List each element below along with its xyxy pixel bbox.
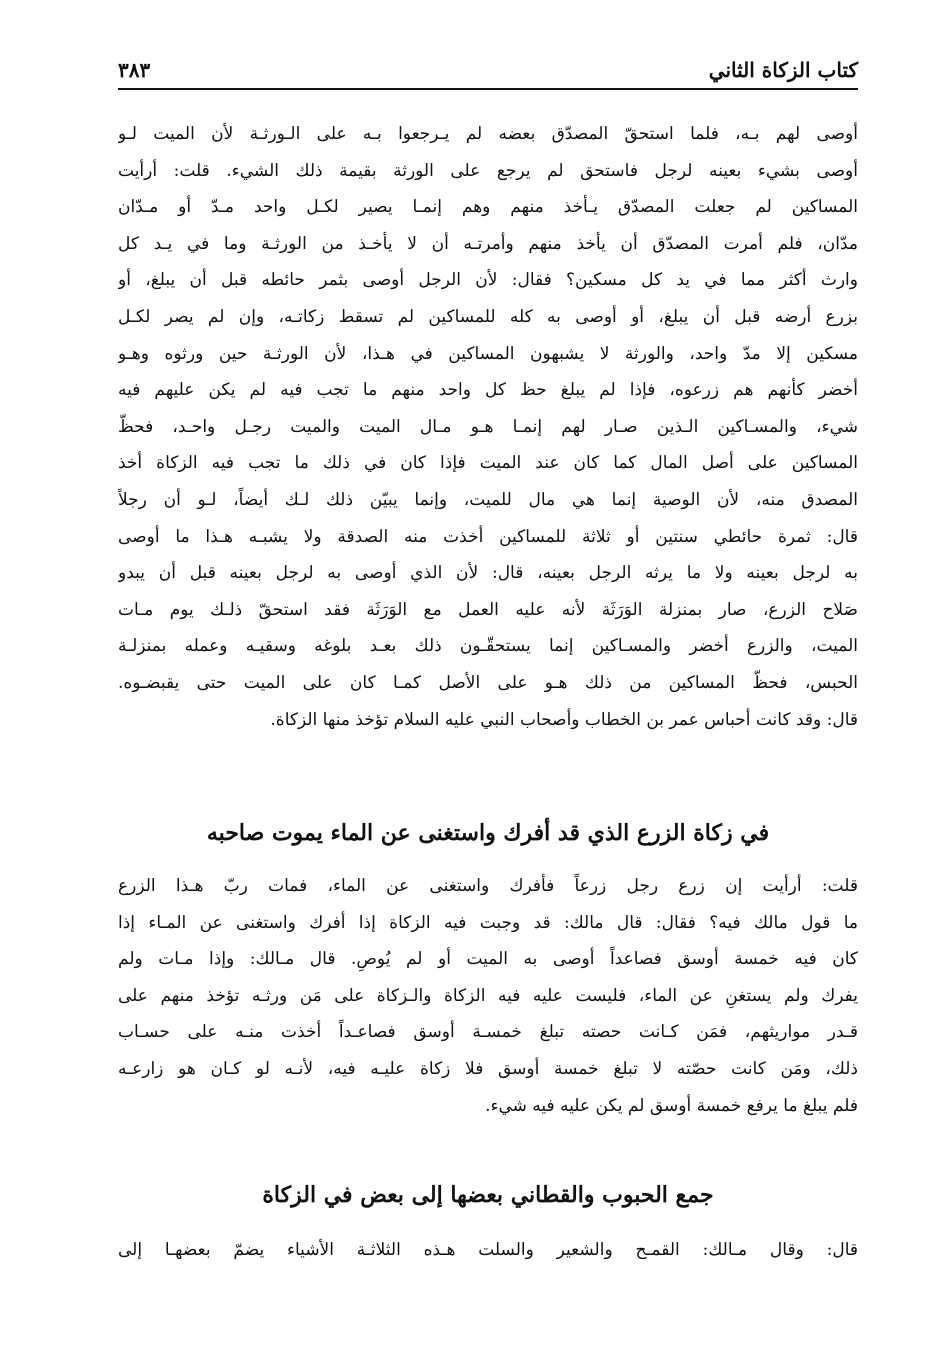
running-title: كتاب الزكاة الثاني — [708, 58, 858, 82]
text-line: المساكين لم جعلت المصدّق يـأخذ منهم وهم إنمـا يصير لكـل واحد مـدّ أو مـدّان — [118, 197, 858, 218]
text-line: وارث أكثر مما في يد كل مسكين؟ فقال: لأن الرجل أوصى بثمر حائطه قبل أن يبلغ، أو — [118, 270, 858, 291]
text-line: قلت: أرأيت إن زرع رجل زرعاً فأفرك واستغنى عن الماء، فمات ربّ هـذا الزرع — [118, 876, 858, 896]
text-line: المصدق منه، لأن الوصية إنما هي مال للميت، وإنما يبيّن ذلك لـك أيضاً، لـو أن رجلاً — [118, 489, 858, 510]
text-line: قال: ثمرة حائطي سنتين أو ثلاثة للمساكين أخذت منه الصدقة ولا يشبـه هـذا ما أوصى — [118, 526, 858, 547]
text-line: كان فيه خمسة أوسق فصاعداً أوصى به الميت أو لم يُوصِ. قال مـالك: وإذا مـات ولم — [118, 949, 858, 970]
text-line: مسكين إلا مدّ واحد، والورثة لا يشبهون المساكين في هـذا، لأن الورثـة حين ورثوه وهـو — [118, 343, 858, 364]
text-line: به لرجل بعينه ولا ما يرثه الرجل بعينه، قال: لأن الذي أوصى به لرجل بعينه قبل أن يبدو — [118, 563, 858, 584]
header-rule — [118, 88, 858, 90]
text-line: بزرع أرضه قبل أن يبلغ، أو أوصى به كله للمساكين لم تسقط زكاتـه، وإن لم يصر لكـل — [118, 306, 858, 327]
paragraph-crop-zakat — [118, 868, 858, 1124]
text-line: شيء، والمسـاكين الـذين صـار لهم إنمـا هـو مـال الميت والميت رجـل واحـد، فحظّ — [118, 416, 858, 437]
text-line: المساكين على أصل المال كما كان عند الميت فإذا كان في ذلك ما تجب فيه الزكاة أخذ — [118, 453, 858, 474]
section-heading-crop-zakat: في زكاة الزرع الذي قد أفرك واستغنى عن الماء يموت صاحبه — [206, 820, 770, 846]
text-line: الميت، والزرع أخضر والمسـاكين إنما يستحقّـون ذلك بعـد بلوغه وسقيـه وعمله بمنزلـة — [118, 636, 858, 657]
text-line: فلم يبلغ ما يرفع خمسة أوسق لم يكن عليه فيه شيء. — [485, 1095, 858, 1116]
text-line: ذلك، ومَن كانت حصّته لا تبلغ خمسة أوسق فلا زكاة عليـه فيه، لأنـه لو كـان هو زارعـه — [118, 1058, 858, 1079]
page-number: ٣٨٣ — [118, 58, 151, 82]
paragraph-grains — [118, 1232, 858, 1269]
running-header — [118, 52, 858, 88]
text-line: أخضر كأنهم هم زرعوه، فإذا لم يبلغ حظ كل واحد منهم ما تجب فيه لم يكن عليهم فيه — [118, 380, 858, 401]
text-line: أوصى بشيء بعينه لرجل فاستحق لم يرجع على الورثة بقيمة ذلك الشيء. قلت: أرأيت — [118, 160, 858, 181]
section-heading-grains: جمع الحبوب والقطاني بعضها إلى بعض في الزكاة — [262, 1182, 714, 1208]
text-line: أوصى لهم بـه، فلما استحقّ المصدّق بعضه لم يـرجعوا بـه على الـورثـة لأن الميت لـو — [118, 124, 858, 144]
text-line: قال: وقال مـالك: القمـح والشعير والسلت هـذه الثلاثـة الأشياء يضمّ بعضهـا إلى — [118, 1240, 858, 1260]
text-line: ما قول مالك فيه؟ فقال: قال مالك: قد وجبت فيه الزكاة إذا أفرك واستغنى عن المـاء إذا — [118, 912, 858, 933]
text-line: الحبس، فحظّ المساكين من ذلك هـو على الأصل كمـا كان على الميت حتى يقبضـوه. — [118, 672, 858, 693]
text-line: مدّان، فلم أمرت المصدّق أن يأخذ منهم وأمرتـه أن لا يأخـذ من الورثـة وما في يـد كل — [118, 233, 858, 254]
paragraph-main — [118, 116, 858, 738]
text-line: صَلاح الزرع، صار بمنزلة الوَرَثَة لأنه عليه العمل مع الوَرَثَة فقد استحقّ ذلـك يوم مـات — [118, 599, 858, 620]
text-line: قـدر مواريثهم، فمَن كـانت حصته تبلغ خمسـة أوسق فصاعـداً أخذت منـه على حسـاب — [118, 1022, 858, 1043]
text-line: يفرك ولم يستغنِ عن الماء، فليست عليه فيه الزكاة والـزكاة على مَن ورثـه تؤخذ منهم على — [118, 985, 858, 1006]
text-line: قال: وقد كانت أحباس عمر بن الخطاب وأصحاب النبي عليه السلام تؤخذ منها الزكاة. — [270, 709, 858, 730]
